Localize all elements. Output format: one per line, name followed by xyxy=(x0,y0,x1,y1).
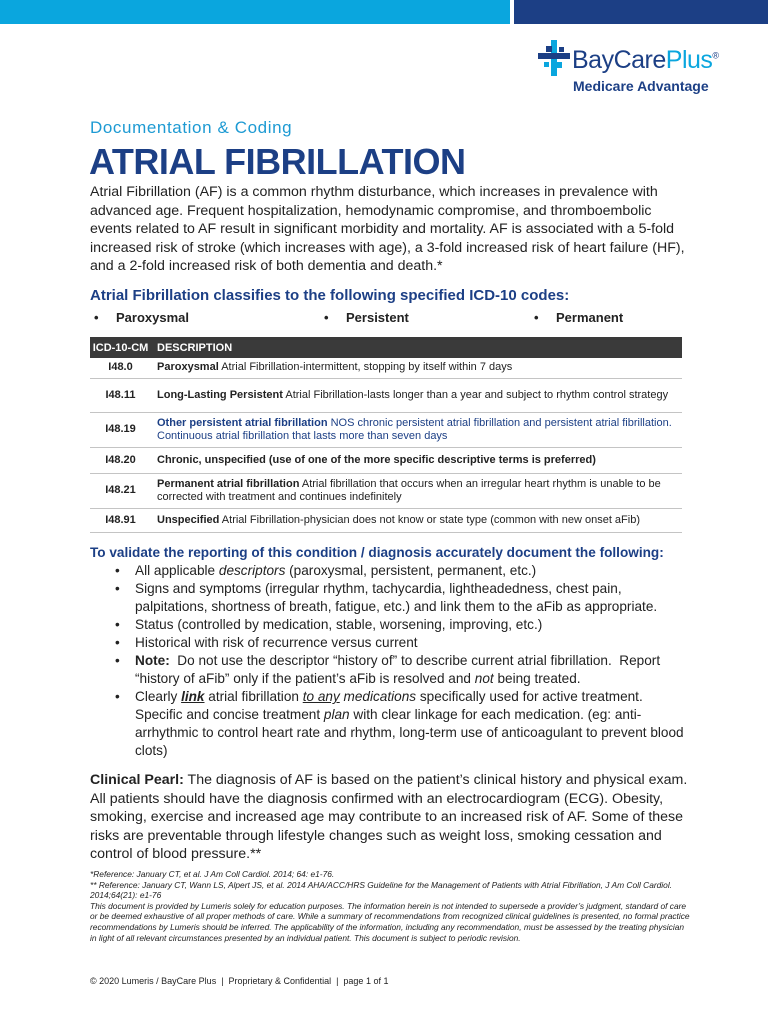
baycare-cross-icon xyxy=(538,40,570,76)
table-row xyxy=(90,378,682,412)
references xyxy=(90,869,690,943)
classify-heading: Atrial Fibrillation classifies to the following specified ICD-10 codes: xyxy=(90,287,570,304)
row-code: I48.20 xyxy=(90,447,151,473)
logo-trademark: ® xyxy=(712,50,719,61)
row-term: Other persistent atrial fibrillation xyxy=(157,416,328,429)
text-run: being treated. xyxy=(493,671,581,686)
row-desc-text: NOS chronic persistent atrial fibrillation and persistent atrial fibrillation. Continuous atrial fibrillation that lasts more than seven days xyxy=(157,416,672,442)
af-types-list xyxy=(116,310,676,328)
text-run: atrial fibrillation xyxy=(204,689,303,704)
row-description xyxy=(151,473,682,508)
col-header-description: DESCRIPTION xyxy=(151,337,682,358)
type-persistent: • Persistent xyxy=(346,310,409,325)
row-code: I48.21 xyxy=(90,473,151,508)
table-row xyxy=(90,473,682,508)
row-description xyxy=(151,412,682,447)
row-description xyxy=(151,358,682,378)
table-row xyxy=(90,508,682,532)
row-desc-text: Atrial Fibrillation-physician does not know or state type (common with new onset aFib) xyxy=(219,513,640,526)
list-item xyxy=(115,616,685,634)
list-item xyxy=(115,562,685,580)
text-run: with clear linkage for each medication. (eg: anti-arrhythmic to control heart rate and rhythm, long-term use of anticoagulant to prevent blood clots) xyxy=(135,707,684,758)
row-code: I48.91 xyxy=(90,508,151,532)
section-kicker: Documentation & Coding xyxy=(90,118,293,137)
row-term: Long-Lasting Persistent xyxy=(157,388,283,401)
disclaimer: This document is provided by Lumeris solely for education purposes. The information herein is not intended to supersede a provider’s judgment, standard of care or be deemed exhaustive of all proper methods of care. While a summary of recommendations from recognized clinical guidelines is presented, no formal practice recommendations by Lumeris should be inferred. The applicability of the information, including any recommendation, must be assessed by the treating physician in light of all relevant circumstances presented by an individual patient. This document is subject to periodic revision. xyxy=(90,900,690,943)
reference-2: ** Reference: January CT, Wann LS, Alpert JS, et al. 2014 AHA/ACC/HRS Guideline for the Management of Patients with Atrial Fibrillation, J Am Coll Cardiol. 2014;64(21): e1-76 xyxy=(90,879,673,901)
row-term: Permanent atrial fibrillation xyxy=(157,477,300,490)
logo-brand-text xyxy=(572,46,719,75)
row-term: Unspecified xyxy=(157,513,220,526)
text-run: not xyxy=(474,671,494,686)
row-code: I48.0 xyxy=(90,358,151,378)
text-run: Clearly xyxy=(135,689,182,704)
reference-1: *Reference: January CT, et al. J Am Coll Cardiol. 2014; 64: e1-76. xyxy=(90,869,335,879)
type-permanent: • Permanent xyxy=(556,310,623,325)
logo-brand-main: BayCare xyxy=(572,46,666,74)
type-paroxysmal: • Paroxysmal xyxy=(116,310,189,325)
row-desc-text: Atrial Fibrillation-lasts longer than a year and subject to rhythm control strategy xyxy=(282,388,669,401)
text-run: to any xyxy=(302,689,340,704)
row-term: Paroxysmal xyxy=(157,361,219,374)
row-code: I48.19 xyxy=(90,412,151,447)
pearl-label: Clinical Pearl: xyxy=(90,772,184,788)
intro-paragraph: Atrial Fibrillation (AF) is a common rhythm disturbance, which increases in prevalence with advanced age. Frequent hospitalization, hemodynamic compromise, and thromboembolic events related to AF result in significant morbidity and mortality. AF is associated with a 5-fold increased risk of stroke (which increases with age), a 3-fold increased risk of heart failure (HF), and a 2-fold increased risk of both dementia and death.* xyxy=(90,184,685,275)
text-run: Historical with risk of recurrence versus current xyxy=(135,635,418,650)
link-emphasis xyxy=(181,689,204,704)
text-run: Do not use the descriptor “history of” to describe current atrial fibrillation. Report “history of aFib” only if the patient’s aFib is resolved and xyxy=(135,653,664,686)
page-footer: © 2020 Lumeris / BayCare Plus | Proprietary & Confidential | page 1 of 1 xyxy=(90,976,389,986)
documentation-list xyxy=(115,562,685,760)
page-title: ATRIAL FIBRILLATION xyxy=(89,141,466,182)
text-run: specifically used for active treatment. Specific and concise treatment xyxy=(135,689,643,722)
text-run: All applicable xyxy=(135,563,219,578)
baycare-plus-logo xyxy=(538,38,728,98)
row-term: Chronic, unspecified xyxy=(157,453,266,466)
top-color-bar xyxy=(0,0,768,24)
row-desc-text: Atrial Fibrillation-intermittent, stopping by itself within 7 days xyxy=(218,361,513,374)
row-desc-text: (use of one of the more specific descriptive terms is preferred) xyxy=(265,453,596,466)
list-item xyxy=(115,652,685,688)
top-bar-light-segment xyxy=(0,0,510,24)
text-run: descriptors xyxy=(218,563,286,578)
table-row xyxy=(90,358,682,378)
row-description xyxy=(151,447,682,473)
text-run: Status (controlled by medication, stable, worsening, improving, etc.) xyxy=(135,617,543,632)
table-header-row xyxy=(90,337,682,358)
clinical-pearl xyxy=(90,771,695,864)
table-row xyxy=(90,447,682,473)
list-item xyxy=(115,688,685,760)
row-description xyxy=(151,378,682,412)
table-row xyxy=(90,412,682,447)
logo-subtitle: Medicare Advantage xyxy=(573,78,709,94)
pearl-text: The diagnosis of AF is based on the patient’s clinical history and physical exam. All patients should have the diagnosis confirmed with an electrocardiogram (ECG). Obesity, smoking, exercise and increased age may contribute to an increased risk of AF. Some of these risks are preventable through lifestyle changes such as weight loss, smoking cessation and control of blood pressure.** xyxy=(90,772,688,863)
row-description xyxy=(151,508,682,532)
text-run: plan xyxy=(323,707,350,722)
text-run: medications xyxy=(343,689,417,704)
col-header-code: ICD-10-CM xyxy=(90,337,151,358)
list-item xyxy=(115,580,685,616)
row-desc-text: Atrial fibrillation that occurs when an irregular heart rhythm is unable to be corrected with treatment and continues indefinitely xyxy=(157,477,661,503)
row-code: I48.11 xyxy=(90,378,151,412)
list-item xyxy=(115,634,685,652)
text-run: (paroxysmal, persistent, permanent, etc.) xyxy=(285,563,537,578)
top-bar-dark-segment xyxy=(514,0,768,24)
note-label: Note: xyxy=(135,653,170,668)
validate-heading: To validate the reporting of this condition / diagnosis accurately document the following: xyxy=(90,545,664,560)
text-run: Signs and symptoms (irregular rhythm, tachycardia, lightheadedness, chest pain, palpitations, shortness of breath, fatigue, etc.) and link them to the aFib as appropriate. xyxy=(135,581,658,614)
text-run: link xyxy=(181,689,205,704)
logo-brand-plus: Plus xyxy=(665,46,713,74)
icd10-table xyxy=(90,337,682,533)
